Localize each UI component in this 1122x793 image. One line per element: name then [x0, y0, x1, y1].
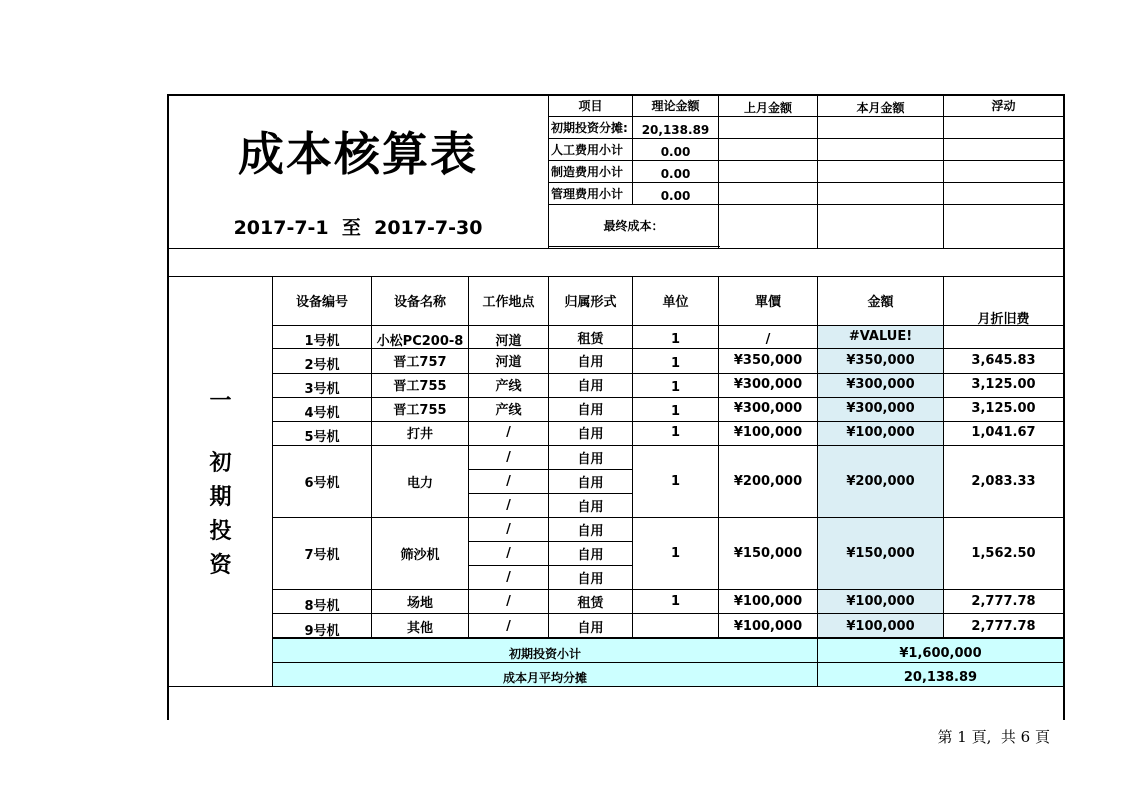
equipment-id: 6号机 [304, 476, 340, 491]
frame-right [1063, 94, 1065, 720]
amount-value: ¥300,000 [846, 376, 915, 392]
work-location: 产线 [495, 402, 522, 418]
ownership-type: 自用 [577, 500, 604, 515]
summary-row-label: 制造费用小计 [551, 165, 624, 179]
page-title: 成本核算表 [238, 127, 478, 181]
equipment-name: 小松PC200-8 [376, 333, 464, 349]
work-location: / [506, 570, 511, 585]
equipment-name: 晋工755 [393, 402, 447, 418]
header-divider [167, 248, 1065, 249]
amount-value: ¥350,000 [846, 352, 915, 368]
unit-price: ¥100,000 [733, 424, 803, 440]
summary-row-amount: 0.00 [660, 166, 691, 181]
work-location: / [506, 474, 511, 489]
amount-value: ¥300,000 [846, 400, 915, 416]
monthly-depreciation: 2,777.78 [971, 593, 1036, 609]
section-title [169, 447, 272, 583]
monthly-depreciation: 1,562.50 [971, 546, 1036, 561]
summary-row-amount: 20,138.89 [641, 122, 710, 137]
work-location: / [506, 618, 511, 634]
unit-count: 1 [670, 331, 681, 347]
unit-count: 1 [670, 546, 681, 561]
summary-row-amount: 0.00 [660, 188, 691, 203]
unit-count: 1 [670, 379, 681, 395]
col-header-name: 设备名称 [393, 294, 446, 310]
unit-count: 1 [670, 355, 681, 371]
equipment-name: 场地 [406, 595, 433, 611]
monthly-depreciation: 3,645.83 [971, 352, 1036, 368]
work-location: / [506, 546, 511, 561]
date-range: 2017-7-1 至 2017-7-30 [233, 216, 483, 239]
equipment-name: 其他 [406, 620, 433, 636]
work-location: / [506, 498, 511, 513]
monthly-depreciation: 3,125.00 [971, 400, 1036, 416]
amount-value: ¥100,000 [846, 424, 915, 440]
amount-value: ¥150,000 [846, 546, 915, 561]
summary-header-this-month: 本月金额 [856, 101, 905, 115]
ownership-type: 租赁 [577, 331, 604, 347]
monthly-depreciation: 2,777.78 [971, 618, 1036, 634]
equipment-name: 打井 [406, 426, 433, 442]
equipment-name: 晋工755 [393, 378, 447, 394]
summary-header-float: 浮动 [991, 99, 1016, 113]
unit-price: ¥350,000 [733, 352, 803, 368]
summary-row-amount: 0.00 [660, 144, 691, 159]
summary-header-last-month: 上月金额 [743, 101, 792, 115]
equipment-id: 8号机 [304, 598, 340, 614]
work-location: / [506, 522, 511, 537]
table-hline [272, 613, 1064, 614]
equipment-id: 4号机 [304, 405, 340, 421]
summary-hline [548, 246, 720, 247]
summary-row-label: 管理费用小计 [551, 187, 624, 201]
ownership-type: 自用 [577, 378, 604, 394]
average-label: 成本月平均分摊 [502, 671, 587, 685]
equipment-id: 7号机 [304, 548, 340, 563]
unit-price: ¥300,000 [733, 400, 803, 416]
equipment-name: 电力 [406, 476, 433, 491]
work-location: 产线 [495, 378, 522, 394]
ownership-type: 自用 [577, 452, 604, 467]
work-location: / [506, 450, 511, 465]
equipment-id: 3号机 [304, 381, 340, 397]
col-header-depreciation: 月折旧费 [977, 311, 1030, 327]
unit-count: 1 [670, 474, 681, 489]
table-hline [272, 637, 1064, 639]
section-char: 期 [209, 485, 232, 510]
subtotal-label: 初期投资小计 [508, 647, 581, 661]
final-cost-label: 最终成本： [603, 219, 664, 233]
monthly-depreciation: 3,125.00 [971, 376, 1036, 392]
ownership-type: 自用 [577, 548, 604, 563]
amount-value: ¥100,000 [846, 593, 915, 609]
unit-price: / [765, 331, 771, 347]
equipment-id: 1号机 [304, 333, 340, 349]
unit-price: ¥150,000 [733, 546, 803, 561]
ownership-type: 租赁 [577, 595, 604, 611]
unit-price: ¥100,000 [733, 618, 803, 634]
monthly-depreciation [944, 328, 1063, 350]
monthly-depreciation: 1,041.67 [971, 424, 1036, 440]
ownership-type: 自用 [577, 620, 604, 636]
ownership-type: 自用 [577, 524, 604, 539]
col-header-location: 工作地点 [482, 294, 535, 310]
section-char: 初 [209, 451, 232, 476]
summary-row-label: 人工费用小计 [551, 143, 624, 157]
work-location: / [506, 593, 511, 609]
equipment-name: 晋工757 [393, 354, 447, 370]
ownership-type: 自用 [577, 426, 604, 442]
work-location: 河道 [495, 333, 522, 349]
monthly-depreciation: 2,083.33 [971, 474, 1036, 489]
ownership-type: 自用 [577, 572, 604, 587]
ownership-type: 自用 [577, 402, 604, 418]
subtotal-value: ¥1,600,000 [899, 646, 982, 661]
summary-header-item: 项目 [578, 99, 603, 113]
spacer-divider [167, 276, 1065, 277]
col-header-price: 單價 [754, 294, 781, 310]
equipment-name: 筛沙机 [400, 548, 440, 563]
summary-header-theory: 理论金额 [651, 99, 700, 113]
amount-value: ¥200,000 [846, 474, 915, 489]
unit-price: ¥300,000 [733, 376, 803, 392]
equipment-id: 9号机 [304, 623, 340, 639]
work-location: / [506, 424, 511, 440]
unit-count: 1 [670, 424, 681, 440]
ownership-type: 自用 [577, 354, 604, 370]
unit-price: ¥200,000 [733, 474, 803, 489]
summary-row-label: 初期投资分摊: [551, 121, 628, 135]
col-header-id: 设备编号 [295, 294, 348, 310]
amount-value: #VALUE! [848, 328, 913, 344]
col-header-amount: 金額 [867, 294, 894, 310]
equipment-id: 5号机 [304, 429, 340, 445]
summary-vline [943, 94, 944, 248]
unit-count: 1 [670, 403, 681, 419]
amount-value: ¥100,000 [846, 618, 915, 634]
work-location: 河道 [495, 354, 522, 370]
section-number: 一 [209, 389, 232, 414]
section-char: 资 [209, 553, 232, 578]
col-header-type: 归属形式 [564, 294, 617, 310]
average-value: 20,138.89 [903, 670, 978, 685]
page-number: 第 1 頁, 共 6 頁 [937, 728, 1050, 746]
ownership-type: 自用 [577, 476, 604, 491]
unit-count [633, 615, 718, 637]
unit-count: 1 [670, 593, 681, 609]
section-char: 投 [209, 519, 232, 544]
unit-price: ¥100,000 [733, 593, 803, 609]
equipment-id: 2号机 [304, 357, 340, 373]
col-header-unit: 单位 [662, 294, 689, 310]
